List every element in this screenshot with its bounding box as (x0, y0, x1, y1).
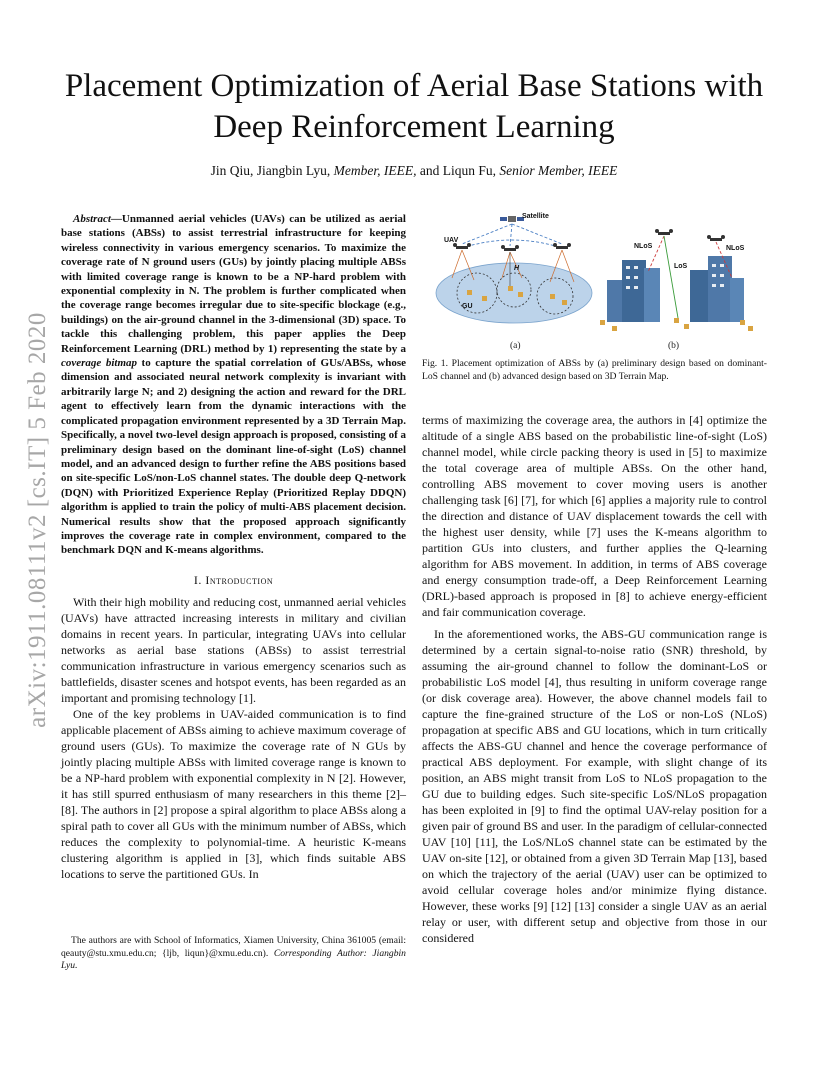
right-column (422, 412, 767, 946)
figure-1 (422, 208, 767, 353)
author-membership-2: Senior Member, IEEE (499, 163, 618, 178)
nlos-link-1 (648, 236, 664, 272)
figure-label-los: LoS (674, 263, 688, 270)
author-line (60, 162, 768, 180)
abstract-part-2: to capture the spatial correlation of GUs/ABSs, whose dimension and associated neural network complexity is invariant with arbitrarily large N; and 2) designing the action and reward for the DRL agent to effectively learn from the dynamic interactions with the complicated propagation environment represented by a 3D Terrain Map. Specifically, a novel two-level design approach is proposed, consisting of a preliminary design based on the dominant line-of-sight (LoS) channel model, and an advanced design to further refine the ABS positions based on site-specific LoS/non-LoS channel states. The double deep Q-network (DQN) with Prioritized Experience Replay (Prioritized Replay DDQN) algorithm is applied to train the policy of multi-ABS placement decision. Numerical results show that the proposed approach significantly improves the coverage rate in complex environment, compared to the benchmark DQN and K-means algorithms. (61, 357, 406, 557)
abstract-lead: Abstract (73, 213, 111, 225)
figure-label-h: H (514, 265, 520, 272)
figure-label-nlos-1: NLoS (634, 243, 653, 250)
uav-icons-b (655, 229, 725, 241)
figure-caption: Fig. 1. Placement optimization of ABSs by (a) preliminary design based on dominant-LoS channel and (b) advanced design based on 3D Terrain Map. (422, 358, 767, 382)
abstract (61, 212, 406, 558)
abstract-emphasis: coverage bitmap (61, 357, 138, 370)
intro-paragraph-1: With their high mobility and reducing cost, unmanned aerial vehicles (UAVs) have attracted increasing interests in military and civilian domains in recent years. In particular, integrating UAVs into cellular networks as aerial base stations (ABSs) to assist terrestrial communication infrastructure in various emergency scenarios such as battlefields, disaster scenes and hotspot events, has been regarded as an important and promising technology [1]. (61, 594, 406, 705)
author-names-1: Jin Qiu, Jiangbin Lyu, (210, 163, 331, 178)
figure-label-satellite: Satellite (522, 213, 549, 220)
figure-label-nlos-2: NLoS (726, 245, 745, 252)
intro-paragraph-3: terms of maximizing the coverage area, the authors in [4] optimize the altitude of a single ABS based on the probabilistic line-of-sight (LoS) channel model, while circle packing theory is used in [5] to maximize the total coverage area of multiple ABSs. On the other hand, controlling ABS movement to cover moving users is another challenging task [6] [7], for which [6] applies a majority rule to control the direction and distance of UAV displacement towards the cell with the highest user density, while [7] uses the K-means algorithm to partition GUs into clusters, and further applies the Q-learning algorithm for ABS movement. In addition, in terms of ABS coverage and energy consumption trade-off, a Deep Reinforcement Learning (DRL)-based approach is proposed in [8] to achieve energy-efficient and fair communication coverage. (422, 413, 767, 619)
intro-paragraph-4: In the aforementioned works, the ABS-GU communication range is determined by a certain signal-to-noise ratio (SNR) threshold, by assuming the air-ground channel to follow the dominant-LoS or probabilistic LoS model [4], thus resulting in uniform coverage range (or disk coverage area). However, the above channel models fail to capture the fine-grained structure of the LoS or non-LoS (NLoS) propagation at specific ABS and GU locations, which in turn critically affects the ABS-GU channel and hence the coverage performance of practical ABS deployment. For example, with slight change of its position, an ABS might transit from LoS to NLoS propagation to the GU due to building edges. Such site-specific LoS/NLoS propagation has been exploited in [9] to find the optimal UAV-relay position for a given pair of ground BS and user. In the paradigm of cellular-connected UAV [10] [11], the LoS/NLoS channel state can be estimated by the UAV on-site [12], or obtained from a given 3D Terrain Map [13], based on which the trajectory of the aerial (UAV) user can be optimized to avoid cellular coverage holes and/or minimize flying distance. However, these works [9] [12] [13] consider a single UAV as an aerial relay or user, with different setup and objective from those in our considered (422, 627, 767, 945)
figure-panel-b (600, 229, 753, 351)
arxiv-stamp-text: arXiv:1911.08111v2 [cs.IT] 5 Feb 2020 (24, 312, 51, 728)
arxiv-stamp (18, 270, 58, 770)
intro-paragraph-2: One of the key problems in UAV-aided communication is to find applicable placement of ABSs aiming to achieve maximum coverage of ground users (GUs). To maximize the coverage rate of N GUs by jointly placing multiple ABSs with limited coverage range is known to be a NP-hard problem with exponential complexity in N [2]. However, it has still spurred enthusiasm of many researchers in this theme [2]–[8]. The authors in [2] propose a spiral algorithm to place ABSs along a spiral path to cover all GUs with the minimum number of ABSs, which reduces the complexity to polynomial-time. A heuristic K-means clustering algorithm is applied in [3], which finds suitable ABS locations to serve the partitioned GUs. In (61, 706, 406, 881)
title-line-1: Placement Optimization of Aerial Base Stations with (64, 68, 764, 104)
figure-panel-a (436, 213, 592, 351)
paper-title (60, 66, 768, 148)
author-membership-1: Member, IEEE, (333, 163, 417, 178)
satellite-links (462, 224, 562, 246)
title-line-2: Deep Reinforcement Learning (213, 109, 615, 145)
footnote-corresponding-author: Corresponding Author: Jiangbin Lyu. (61, 947, 406, 972)
coverage-area-ellipse (436, 263, 592, 323)
section-heading-introduction: I. Introduction (193, 572, 274, 587)
figure-label-gu: GU (462, 303, 473, 310)
uav-icon (453, 243, 571, 251)
figure-label-b: (b) (668, 341, 680, 351)
author-names-2: and Liqun Fu, (419, 163, 496, 178)
footnote-text: The authors are with School of Informatics, Xiamen University, China 361005 (email: qeauty@stu.xmu.edu.cn; {ljb, liqun}@xmu.edu.cn). (61, 935, 406, 959)
footnote (61, 935, 406, 973)
abstract-part-1: —Unmanned aerial vehicles (UAVs) can be utilized as aerial base stations (ABSs) to assist terrestrial infrastructure for keeping wireless connectivity in various emergency scenarios. To maximize the coverage rate of N ground users (GUs) by jointly placing multiple ABSs with limited coverage range is known to be a NP-hard problem with exponential complexity in N. The problem is further complicated when the coverage range becomes irregular due to site-specific blockage (e.g., buildings) on the air-ground channel in the 3-dimensional (3D) space. To tackle this challenging problem, this paper applies the Deep Reinforcement Learning (DRL) method by 1) representing the state by a (61, 213, 406, 355)
figure-label-uav: UAV (444, 237, 459, 244)
figure-label-a: (a) (510, 341, 521, 351)
satellite-icon (500, 216, 524, 222)
left-column (61, 212, 406, 882)
los-link (664, 236, 678, 318)
